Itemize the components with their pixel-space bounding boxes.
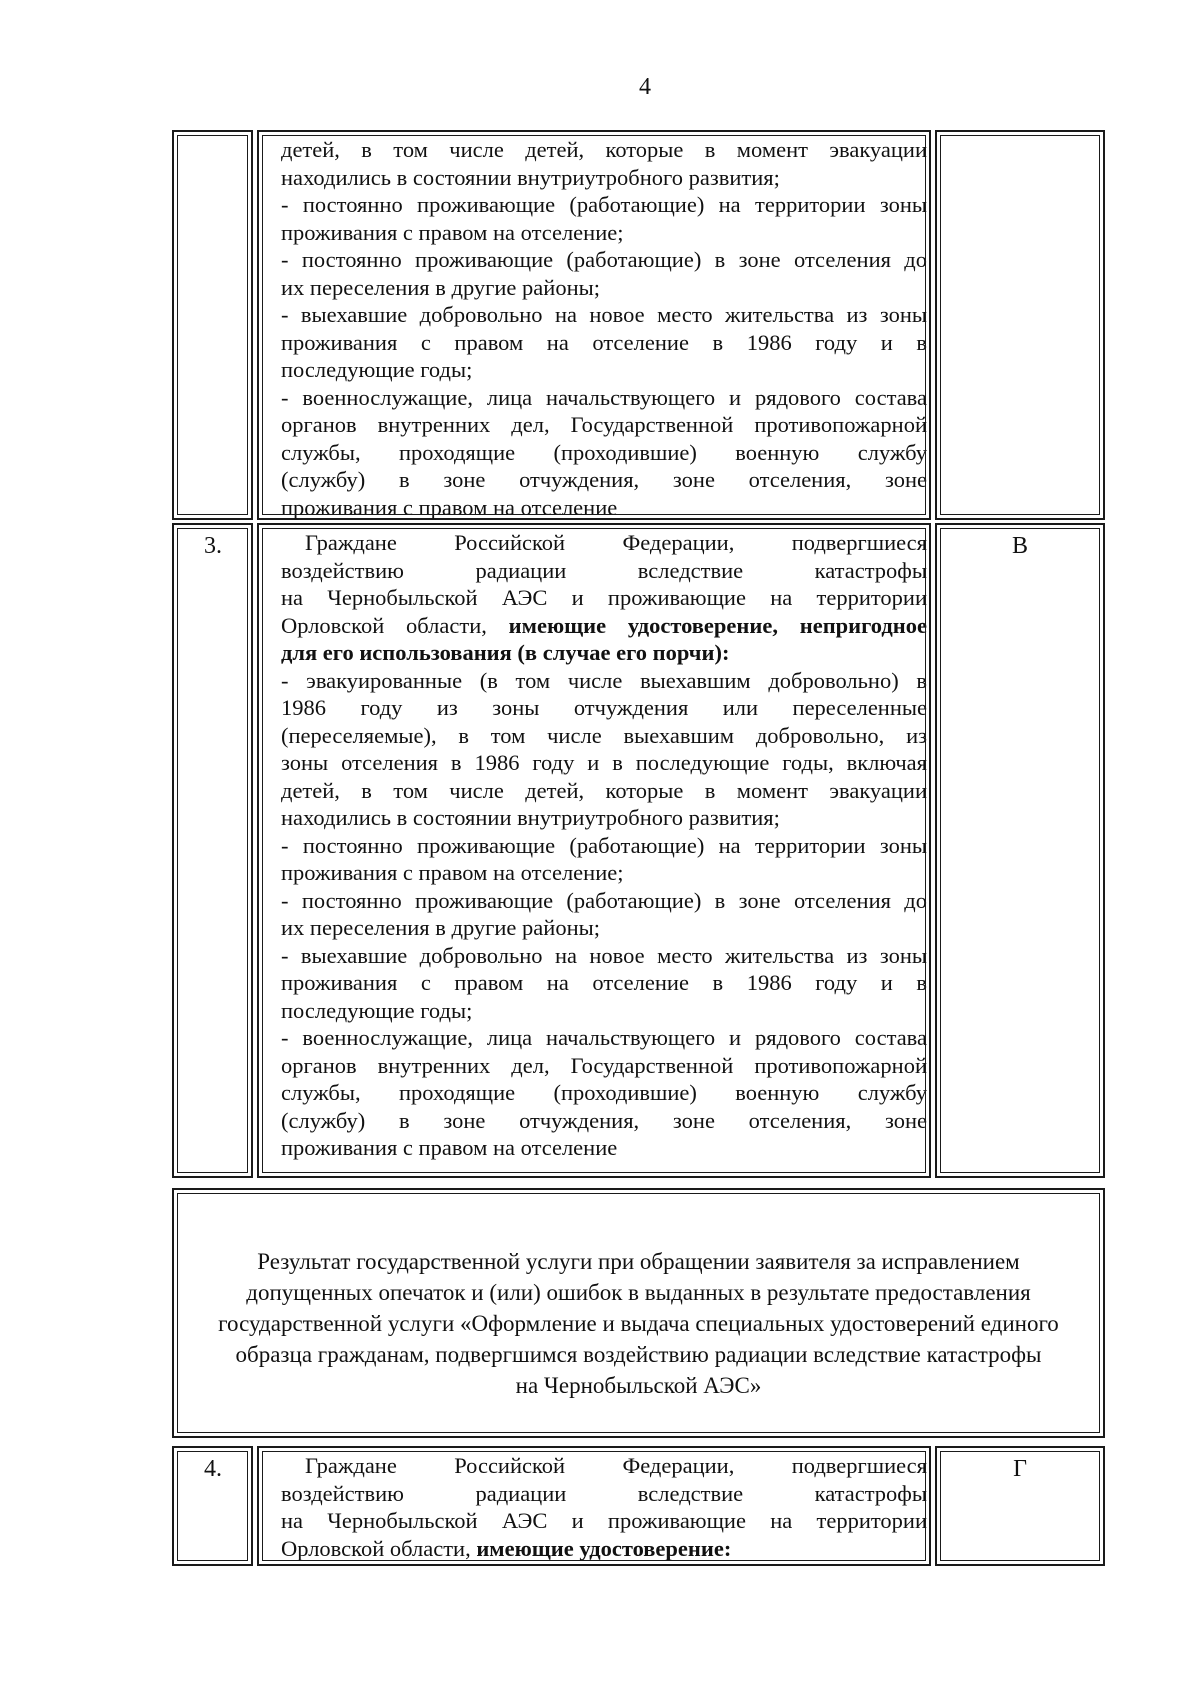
code-cell <box>935 523 1105 1178</box>
table-row-3 <box>172 523 1105 1178</box>
text-line: органов внутренних дел, Государственной противопожарной <box>281 412 927 437</box>
row-code: Г <box>1013 1456 1027 1482</box>
text-line: проживания с правом на отселение в 1986 году и в <box>281 329 927 355</box>
text-line: Орловской области, имеющие удостоверение, непригодное <box>281 612 927 638</box>
text-line: воздействию радиации вследствие катастрофы <box>281 557 927 583</box>
text-line: - военнослужащие, лица начальствующего и рядового состава <box>281 384 927 410</box>
text-line: воздействию радиации вследствие катастрофы <box>281 1480 927 1506</box>
text-line: (службу) в зоне отчуждения, зоне отселения, зоне <box>281 467 927 492</box>
text-line <box>281 639 927 667</box>
text-line: на Чернобыльской АЭС и проживающие на территории <box>281 1508 927 1533</box>
text-line: детей, в том числе детей, которые в момент эвакуации <box>281 137 927 162</box>
description-text <box>281 1452 927 1562</box>
text-line: проживания с правом на отселение <box>281 1135 618 1160</box>
text-line: последующие годы; <box>281 997 473 1023</box>
bold-phrase: имеющие удостоверение, непригодное <box>508 612 927 638</box>
text-line: проживания с правом на отселение; <box>281 860 624 885</box>
text-line: проживания с правом на отселение; <box>281 219 624 245</box>
description-cell <box>257 130 931 520</box>
text-line: службы, проходящие (проходившие) военную службу <box>281 439 927 465</box>
text-line: органов внутренних дел, Государственной противопожарной <box>281 1052 927 1078</box>
text-line: - выехавшие добровольно на новое место жительства из зоны <box>281 942 927 968</box>
number-cell <box>172 130 253 520</box>
row-number: 3. <box>204 533 222 559</box>
text-line: службы, проходящие (проходившие) военную службу <box>281 1080 927 1105</box>
row-code: В <box>1011 533 1028 559</box>
text-line: Гражданe Российской Федерации, подвергшиеся <box>305 530 927 555</box>
text-line: находились в состоянии внутриутробного развития; <box>281 805 780 830</box>
code-cell <box>935 1446 1105 1566</box>
text-line: их переселения в другие районы; <box>281 274 600 300</box>
bold-phrase: имеющие удостоверение: <box>476 1535 732 1561</box>
text-line: Граждане Российской Федерации, подвергшиеся <box>305 1453 927 1478</box>
text-line: - эвакуированные (в том числе выехавшим добровольно) в <box>281 667 927 693</box>
text-line: на Чернобыльской АЭС и проживающие на территории <box>281 585 927 610</box>
text-line: проживания с правом на отселение в 1986 году и в <box>281 970 927 995</box>
code-cell <box>935 130 1105 520</box>
text-line: 1986 году из зоны отчуждения или переселенные <box>281 695 927 720</box>
result-section <box>172 1188 1105 1438</box>
result-heading: Результат государственной услуги при обращении заявителя за исправлением допущенных опечаток и (или) ошибок в выданных в результате предоставления государственной услуги «Оформление и выдача специальных удостоверений единого образца гражданам, подвергшимся воздействию радиации вследствие катастрофы на Чернобыльской АЭС» <box>218 1249 1059 1398</box>
text-line: находились в состоянии внутриутробного развития; <box>281 164 780 190</box>
text-line: - постоянно проживающие (работающие) на территории зоны <box>281 832 927 858</box>
description-cell <box>257 1446 931 1566</box>
page-number: 4 <box>639 74 651 100</box>
text-line: зоны отселения в 1986 году и в последующие годы, включая <box>281 750 927 775</box>
text-line: - постоянно проживающие (работающие) в зоне отселения до <box>281 247 927 272</box>
text-line: их переселения в другие районы; <box>281 915 600 940</box>
text-line: проживания с правом на отселение <box>281 494 618 520</box>
description-cell <box>257 523 931 1178</box>
number-cell <box>172 523 253 1178</box>
text-line: (службу) в зоне отчуждения, зоне отселения, зоне <box>281 1107 927 1133</box>
text-line: - постоянно проживающие (работающие) в зоне отселения до <box>281 887 927 913</box>
text-line: последующие годы; <box>281 357 473 382</box>
row-number: 4. <box>204 1456 222 1482</box>
table-row-continuation <box>172 130 1105 520</box>
text-line: Орловской области, имеющие удостоверение: <box>281 1535 732 1561</box>
text-line: - постоянно проживающие (работающие) на территории зоны <box>281 192 927 217</box>
description-text <box>281 529 927 1162</box>
text-line: (переселяемые), в том числе выехавшим добровольно, из <box>281 722 927 748</box>
description-text <box>281 136 927 521</box>
table-row-4 <box>172 1446 1105 1566</box>
bold-phrase: для его использования (в случае его порчи): <box>281 640 730 665</box>
text-line: - выехавшие добровольно на новое место жительства из зоны <box>281 302 927 327</box>
number-cell <box>172 1446 253 1566</box>
text-line: детей, в том числе детей, которые в момент эвакуации <box>281 777 927 803</box>
text-line: - военнослужащие, лица начальствующего и рядового состава <box>281 1025 927 1050</box>
